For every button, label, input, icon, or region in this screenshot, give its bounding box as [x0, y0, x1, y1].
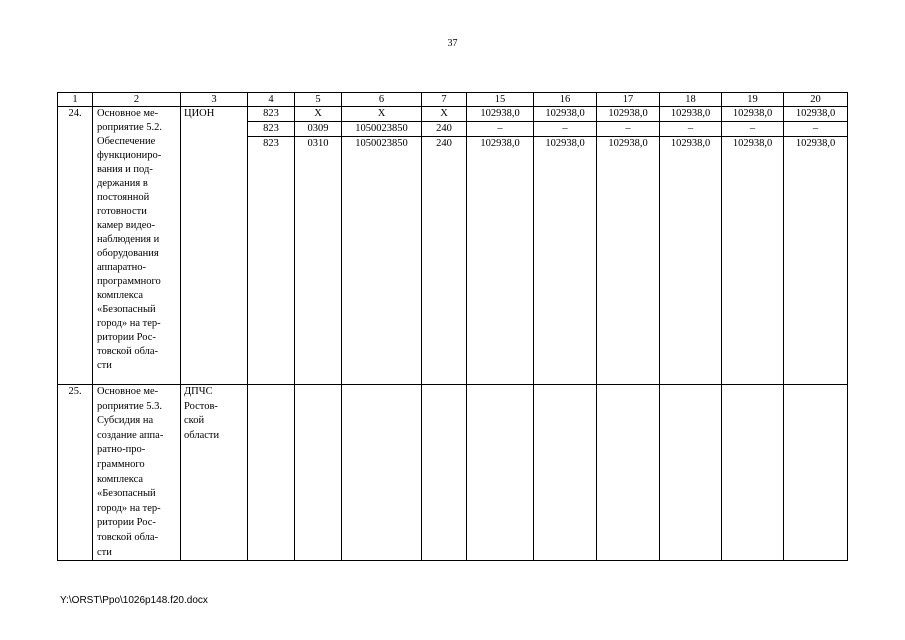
header-cell: 17	[597, 93, 660, 107]
page-number: 37	[447, 38, 458, 49]
cell-value: 102938,0	[660, 137, 722, 385]
activity-description: Основное ме- роприятие 5.2. Обеспечение функциониро- вания и под- держания в постоянной готовности камер видео- наблюдения и оборудования аппаратно- программного комплекса «Безопасный город» на тер- ритории Рос- товской обла- сти	[93, 107, 181, 385]
header-cell: 5	[295, 93, 342, 107]
cell-value: 102938,0	[534, 137, 597, 385]
cell-csr: 1050023850	[342, 137, 422, 385]
cell-value: 102938,0	[660, 107, 722, 122]
document-file-path: Y:\ORST\Ppo\1026p148.f20.docx	[60, 595, 208, 606]
header-cell: 16	[534, 93, 597, 107]
cell-value: 102938,0	[467, 137, 534, 385]
budget-table	[57, 92, 848, 561]
cell-rzpr: 0310	[295, 137, 342, 385]
cell-value: 102938,0	[467, 107, 534, 122]
empty-cell	[660, 385, 722, 561]
header-cell: 20	[784, 93, 848, 107]
empty-cell	[295, 385, 342, 561]
header-cell: 3	[181, 93, 248, 107]
table-row	[58, 107, 848, 122]
empty-cell	[248, 385, 295, 561]
cell-csr: X	[342, 107, 422, 122]
cell-grbs: 823	[248, 122, 295, 137]
cell-value: 102938,0	[597, 107, 660, 122]
cell-rzpr: X	[295, 107, 342, 122]
cell-value: –	[467, 122, 534, 137]
cell-rzpr: 0309	[295, 122, 342, 137]
responsible-executor: ДПЧС Ростов- ской области	[181, 385, 248, 561]
header-cell: 15	[467, 93, 534, 107]
responsible-executor: ЦИОН	[181, 107, 248, 385]
cell-value: 102938,0	[784, 137, 848, 385]
header-cell: 4	[248, 93, 295, 107]
header-cell: 2	[93, 93, 181, 107]
cell-value: 102938,0	[722, 137, 784, 385]
cell-value: 102938,0	[784, 107, 848, 122]
row-number: 24.	[58, 107, 93, 385]
cell-value: –	[722, 122, 784, 137]
empty-cell	[784, 385, 848, 561]
header-row	[58, 93, 848, 107]
cell-vr: X	[422, 107, 467, 122]
header-cell: 18	[660, 93, 722, 107]
cell-value: 102938,0	[597, 137, 660, 385]
cell-value: –	[597, 122, 660, 137]
cell-value: –	[534, 122, 597, 137]
header-cell: 19	[722, 93, 784, 107]
cell-vr: 240	[422, 137, 467, 385]
row-number: 25.	[58, 385, 93, 561]
empty-cell	[597, 385, 660, 561]
cell-value: –	[660, 122, 722, 137]
cell-value: 102938,0	[722, 107, 784, 122]
empty-cell	[467, 385, 534, 561]
cell-grbs: 823	[248, 107, 295, 122]
empty-cell	[342, 385, 422, 561]
cell-vr: 240	[422, 122, 467, 137]
cell-value: 102938,0	[534, 107, 597, 122]
header-cell: 1	[58, 93, 93, 107]
header-cell: 6	[342, 93, 422, 107]
cell-csr: 1050023850	[342, 122, 422, 137]
table-row	[58, 385, 848, 561]
activity-description: Основное ме- роприятие 5.3. Субсидия на создание аппа- ратно-про- граммного комплекса «Безопасный город» на тер- ритории Рос- товской обла- сти	[93, 385, 181, 561]
cell-grbs: 823	[248, 137, 295, 385]
empty-cell	[422, 385, 467, 561]
header-cell: 7	[422, 93, 467, 107]
cell-value: –	[784, 122, 848, 137]
empty-cell	[534, 385, 597, 561]
empty-cell	[722, 385, 784, 561]
